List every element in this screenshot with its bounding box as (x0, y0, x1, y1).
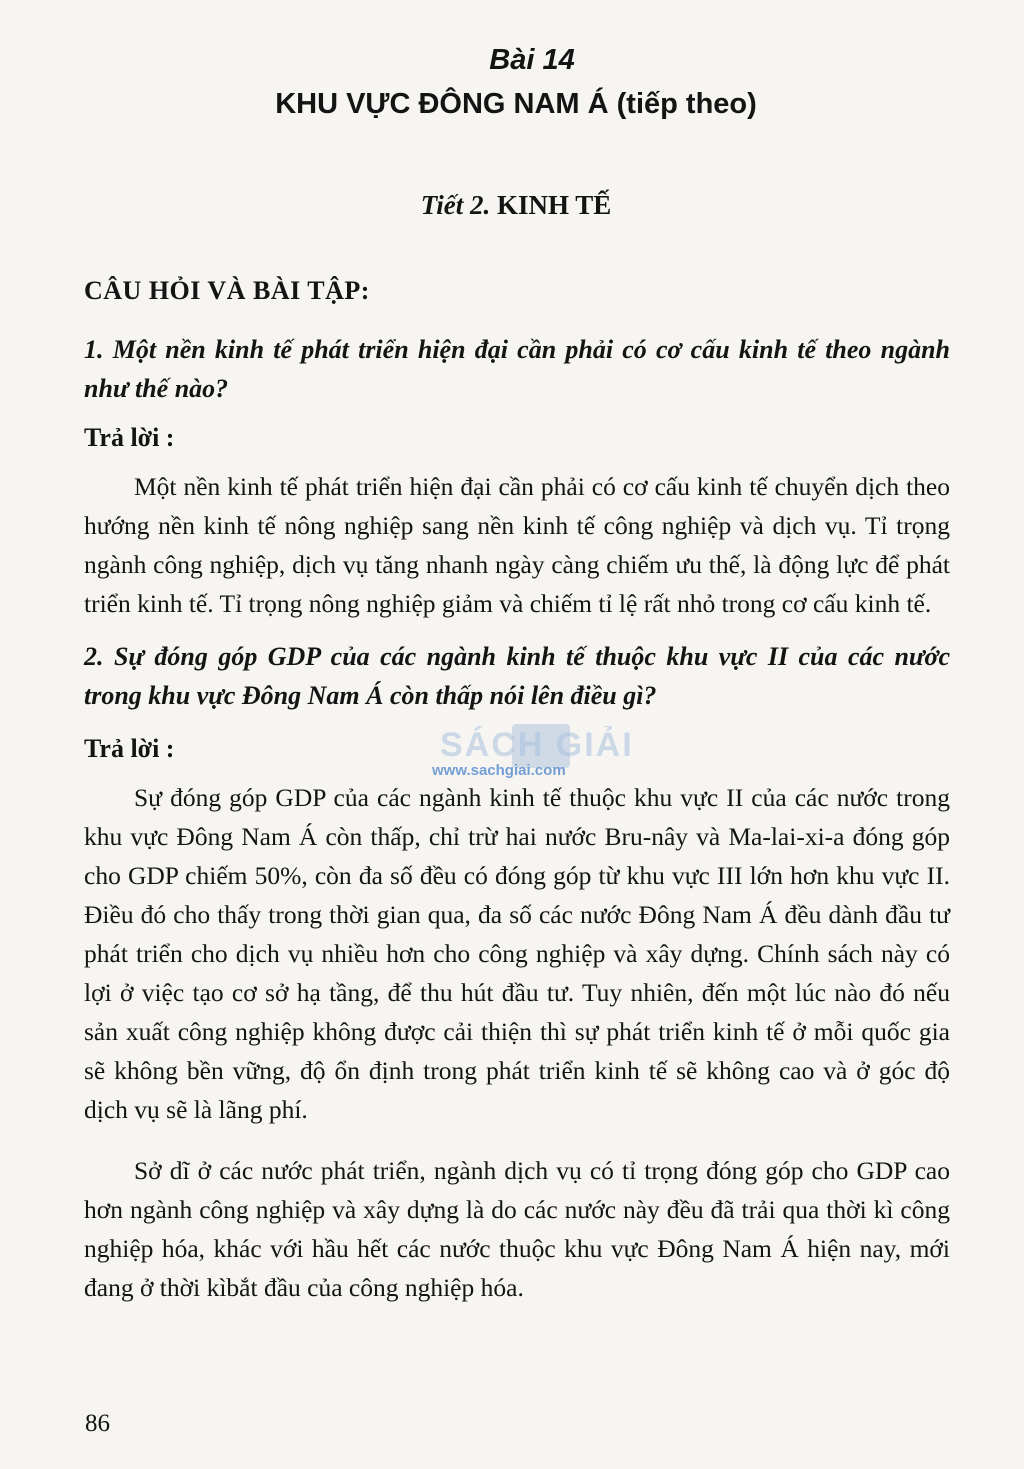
lesson-number: Bài 14 (489, 44, 575, 76)
section-name: KINH TẾ (496, 190, 612, 220)
answer-label: Trả lời : (84, 423, 175, 452)
watermark-url: www.sachgiai.com (432, 762, 566, 779)
section-period: Tiết 2. (420, 190, 491, 220)
section-title (0, 190, 1024, 221)
answer-paragraph: Sự đóng góp GDP của các ngành kinh tế thuộc khu vực II của các nước trong khu vực Đông Nam Á còn thấp, chỉ trừ hai nước Bru-nây và Ma-lai-xi-a đóng góp cho GDP chiếm 50%, còn đa số đều có đóng góp từ khu vực III lớn hơn khu vực II. Điều đó cho thấy trong thời gian qua, đa số các nước Đông Nam Á đều dành đầu tư phát triển cho dịch vụ nhiều hơn cho công nghiệp và xây dựng. Chính sách này có lợi ở việc tạo cơ sở hạ tầng, để thu hút đầu tư. Tuy nhiên, đến một lúc nào đó nếu sản xuất công nghiệp không được cải thiện thì sự phát triển kinh tế ở mỗi quốc gia sẽ không bền vững, độ ổn định trong phát triển kinh tế sẽ không cao và ở góc độ dịch vụ sẽ là lãng phí. (84, 783, 950, 1124)
question-text: 2. Sự đóng góp GDP của các ngành kinh tế thuộc khu vực II của các nước trong khu vực Đông Nam Á còn thấp nói lên điều gì? (84, 642, 950, 710)
answer-label: Trả lời : (84, 734, 175, 763)
question-block-2 (84, 637, 950, 1307)
exercises-heading: CÂU HỎI VÀ BÀI TẬP: (84, 276, 370, 305)
watermark-brand: SÁCH GIẢI (440, 726, 634, 764)
question-text: 1. Một nền kinh tế phát triển hiện đại cần phải có cơ cấu kinh tế theo ngành như thế nào? (84, 335, 950, 403)
page-content (84, 276, 950, 1307)
answer-paragraph: Sở dĩ ở các nước phát triển, ngành dịch vụ có tỉ trọng đóng góp cho GDP cao hơn ngành công nghiệp và xây dựng là do các nước này đều đã trải qua thời kì công nghiệp hóa, khác với hầu hết các nước thuộc khu vực Đông Nam Á hiện nay, mới đang ở thời kìbắt đầu của công nghiệp hóa. (84, 1156, 950, 1302)
page-number: 86 (85, 1410, 110, 1437)
answer-paragraph: Một nền kinh tế phát triển hiện đại cần phải có cơ cấu kinh tế chuyển dịch theo hướng nền kinh tế nông nghiệp sang nền kinh tế công nghiệp và dịch vụ. Tỉ trọng ngành công nghiệp, dịch vụ tăng nhanh ngày càng chiếm ưu thế, là động lực để phát triển kinh tế. Tỉ trọng nông nghiệp giảm và chiếm tỉ lệ rất nhỏ trong cơ cấu kinh tế. (84, 472, 950, 618)
lesson-title: KHU VỰC ĐÔNG NAM Á (tiếp theo) (275, 88, 757, 120)
question-block-1 (84, 330, 950, 623)
